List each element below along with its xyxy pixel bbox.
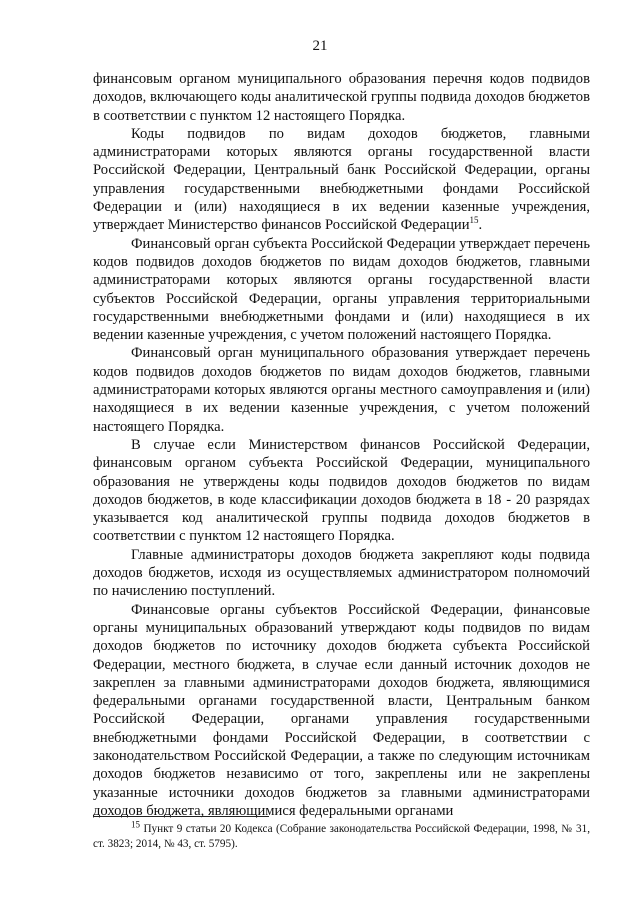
footnote-reference: 15 [469, 215, 479, 226]
footnote-marker: 15 [131, 819, 140, 830]
footnote-text: Пункт 9 статьи 20 Кодекса (Собрание законодательства Российской Федерации, 1998, № 31, ст. 3823; 2014, № 43, ст. 5795). [93, 823, 590, 850]
paragraph-7: Финансовые органы субъектов Российской Федерации, финансовые органы муниципальных образований утверждают коды подвидов по видам доходов бюджетов по источнику доходов бюджета субъекта Российской Федерации, местного бюджета, в случае если данный источник доходов не закреплен за главными администраторами доходов бюджета, являющимися федеральными органами государственной власти, Центральным банком Российской Федерации, органами управления государственными внебюджетными фондами Российской Федерации, в соответствии с законодательством Российской Федерации, а также по следующим источникам доходов бюджетов независимо от того, закреплены или не закреплены указанные источники доходов бюджетов за главными администраторами доходов бюджета, являющимися федеральными органами [93, 601, 590, 819]
paragraph-1: финансовым органом муниципального образования перечня кодов подвидов доходов, включающего коды аналитической группы подвида доходов бюджетов в соответствии с пунктом 12 настоящего Порядка. [93, 71, 590, 124]
paragraph-4: Финансовый орган муниципального образования утверждает перечень кодов подвидов доходов бюджетов по видам доходов бюджетов, главными администраторами которых являются органы местного самоуправления и (или) находящиеся в их ведении казенные учреждения, с учетом положений настоящего Порядка. [93, 345, 590, 435]
footnote [93, 819, 590, 851]
paragraph-2-text: Коды подвидов по видам доходов бюджетов, главными администраторами которых являются органы государственной власти Российской Федерации, Центральный банк Российской Федерации, органы управления государственными внебюджетными фондами Российской Федерации и (или) находящиеся в их ведении казенные учреждения, утверждает Министерство финансов Российской Федерации [93, 125, 590, 234]
footnote-divider [93, 816, 269, 817]
paragraph-3: Финансовый орган субъекта Российской Федерации утверждает перечень кодов подвидов доходов бюджетов по видам доходов бюджетов, главными администраторами которых являются органы государственной власти субъектов Российской Федерации, органы управления территориальными государственными внебюджетными фондами и (или) находящиеся в их ведении казенные учреждения, с учетом положений настоящего Порядка. [93, 235, 590, 344]
page-number: 21 [312, 38, 328, 54]
body-text [93, 70, 590, 820]
paragraph-2 [93, 125, 590, 235]
paragraph-6: Главные администраторы доходов бюджета закрепляют коды подвида доходов бюджетов, исходя из осуществляемых администратором полномочий по начислению поступлений. [93, 546, 590, 600]
paragraph-2-end: . [478, 217, 483, 234]
paragraph-5: В случае если Министерством финансов Российской Федерации, финансовым органом субъекта Российской Федерации, муниципального образования не утверждены коды подвидов доходов бюджетов по видам доходов бюджетов, в коде классификации доходов бюджета в 18 - 20 разрядах указывается код аналитической группы подвида доходов бюджетов в соответствии с пунктом 12 настоящего Порядка. [93, 436, 590, 545]
